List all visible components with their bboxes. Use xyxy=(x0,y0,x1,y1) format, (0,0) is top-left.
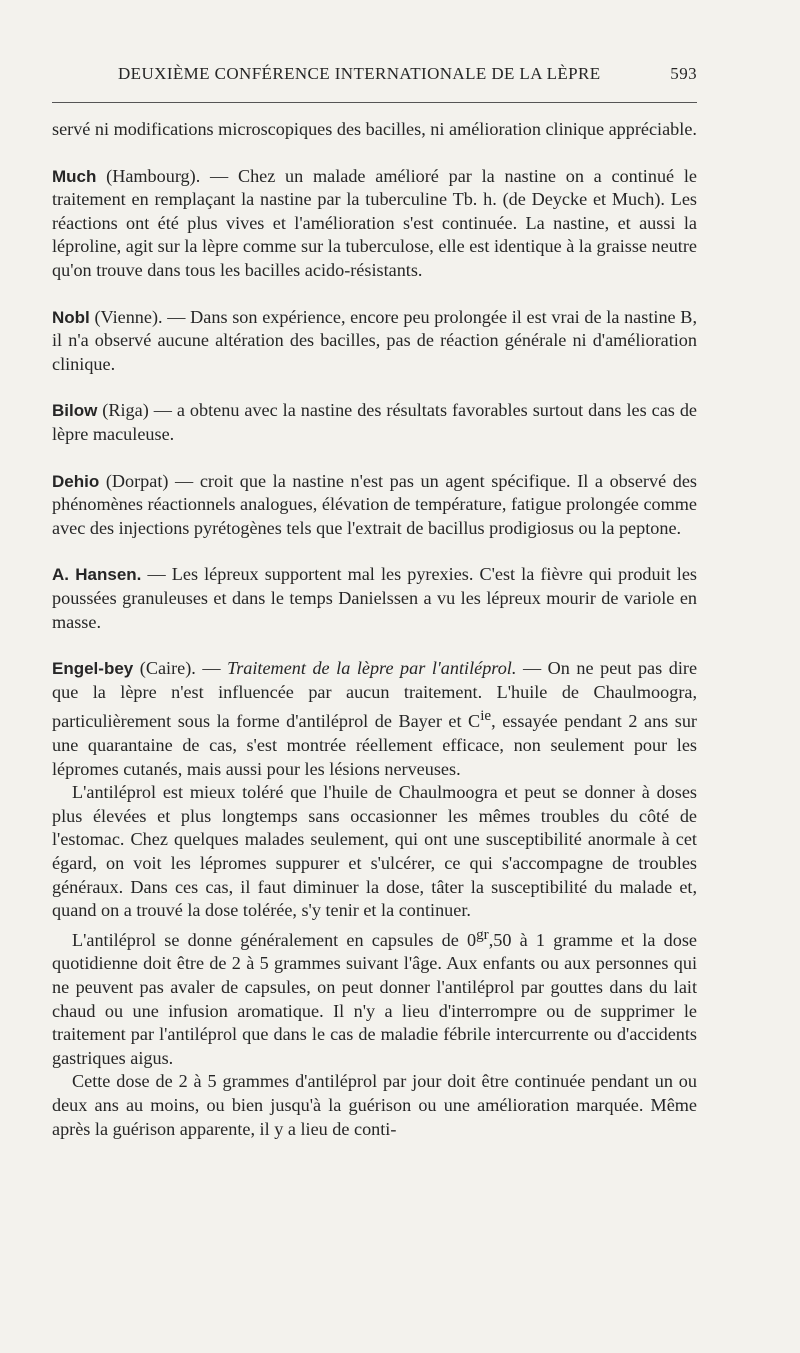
paragraph-engel-bey xyxy=(52,657,697,781)
paragraph-text: , essayée pendant 2 ans sur une quarantaine de cas, s'est montrée réellement efficace, non seulement pour les lépromes cutanés, mais aussi pour les lésions nerveuses. xyxy=(52,711,697,779)
paragraph-much xyxy=(52,165,697,283)
paragraph-continuation: servé ni modifications microscopiques des bacilles, ni amélioration clinique appréciable. xyxy=(52,119,697,139)
paragraph-gap xyxy=(52,447,697,470)
paragraph-text: (Caire). — xyxy=(133,658,228,679)
paragraph-text: (Vienne). — Dans son expérience, encore peu prolongée il est vrai de la nastine B, il n'a observé aucune altération des bacilles, pas de réaction générale ni d'amélioration clinique. xyxy=(52,306,697,374)
paragraph-text: L'antiléprol se donne généralement en capsules de 0 xyxy=(72,929,477,950)
superscript: ie xyxy=(480,707,492,725)
paragraph-gap xyxy=(52,376,697,399)
paragraph-text: ,50 à 1 gramme et la dose quotidienne doit être de 2 à 5 grammes suivant l'âge. Aux enfants ou aux personnes qui ne peuvent pas avaler de capsules, on peut donner l'antiléprol par gouttes dans du lait chaud ou une infusion aromatique. Il n'y a lieu d'interrompre ou de supprimer le traitement par l'antiléprol que dans le cas de maladie fébrile intercurrente ou d'accidents gastriques aigus. xyxy=(52,929,697,1068)
paragraph-dehio xyxy=(52,470,697,541)
page-number: 593 xyxy=(670,64,697,83)
body-text xyxy=(52,118,697,1141)
paragraph-gap xyxy=(52,142,697,165)
running-header xyxy=(52,64,697,94)
paragraph-gap xyxy=(52,283,697,306)
paragraph-gap xyxy=(52,540,697,563)
running-title: DEUXIÈME CONFÉRENCE INTERNATIONALE DE LA LÈPRE xyxy=(118,64,601,83)
speaker-name: Dehio xyxy=(52,471,100,491)
speaker-name: A. Hansen. xyxy=(52,565,142,585)
paragraph-dosage xyxy=(52,923,697,1071)
section-title: Traitement de la lèpre par l'antiléprol. xyxy=(227,658,517,679)
paragraph-text: — Les lépreux supportent mal les pyrexies. C'est la fièvre qui produit les poussées granuleuses et dans le temps Danielssen a vu les lépreux mourir de variole en masse. xyxy=(52,564,698,632)
header-rule xyxy=(52,102,697,103)
paragraph-hansen xyxy=(52,563,697,634)
superscript: gr xyxy=(476,925,489,943)
paragraph-text: (Riga) — a obtenu avec la nastine des résultats favorables surtout dans les cas de lèpre maculeuse. xyxy=(52,400,697,444)
paragraph-text: (Hambourg). — Chez un malade amélioré par la nastine on a continué le traitement en remplaçant la nastine par la tuberculine Tb. h. (de Deycke et Much). Les réactions ont été plus vives et l'amélioration s'est continuée. La nastine, et aussi la léproline, agit sur la lèpre comme sur la tuberculose, elle est identique à la graisse neutre qu'on trouve dans tous les bacilles acido-résistants. xyxy=(52,165,697,280)
paragraph-nobl xyxy=(52,306,697,377)
paragraph-text: (Dorpat) — croit que la nastine n'est pas un agent spécifique. Il a observé des phénomènes réactionnels analogues, élévation de température, fatigue prolongée comme avec des injections pyrétogènes tels que l'extrait de bacillus prodigiosus ou la peptone. xyxy=(52,470,697,538)
paragraph-duration: Cette dose de 2 à 5 grammes d'antiléprol par jour doit être continuée pendant un ou deux ans au moins, ou bien jusqu'à la guérison ou une amélioration marquée. Même après la guérison apparente, il y a lieu de conti- xyxy=(52,1071,697,1139)
speaker-name: Nobl xyxy=(52,307,90,327)
speaker-name: Engel-bey xyxy=(52,659,134,679)
paragraph-gap xyxy=(52,634,697,657)
paragraph-tolerance: L'antiléprol est mieux toléré que l'huile de Chaulmoogra et peut se donner à doses plus élevées et plus longtemps sans occasionner les mêmes troubles du côté de l'estomac. Chez quelques malades seulement, qui ont une susceptibilité anormale à cet égard, on voit les lépromes suppurer et s'ulcérer, ce qui s'accompagne de troubles généraux. Dans ces cas, il faut diminuer la dose, tâter la susceptibilité du malade et, quand on a trouvé la dose tolérée, s'y tenir et la continuer. xyxy=(52,782,697,921)
speaker-name: Much xyxy=(52,166,97,186)
paragraph-text: — On ne peut pas dire que la lèpre n'est influencée par aucun traitement. L'huile de Chaulmoogra, particulièrement sous la forme d'antiléprol de Bayer et C xyxy=(52,658,698,732)
paragraph-bilow xyxy=(52,399,697,446)
speaker-name: Bilow xyxy=(52,401,98,421)
